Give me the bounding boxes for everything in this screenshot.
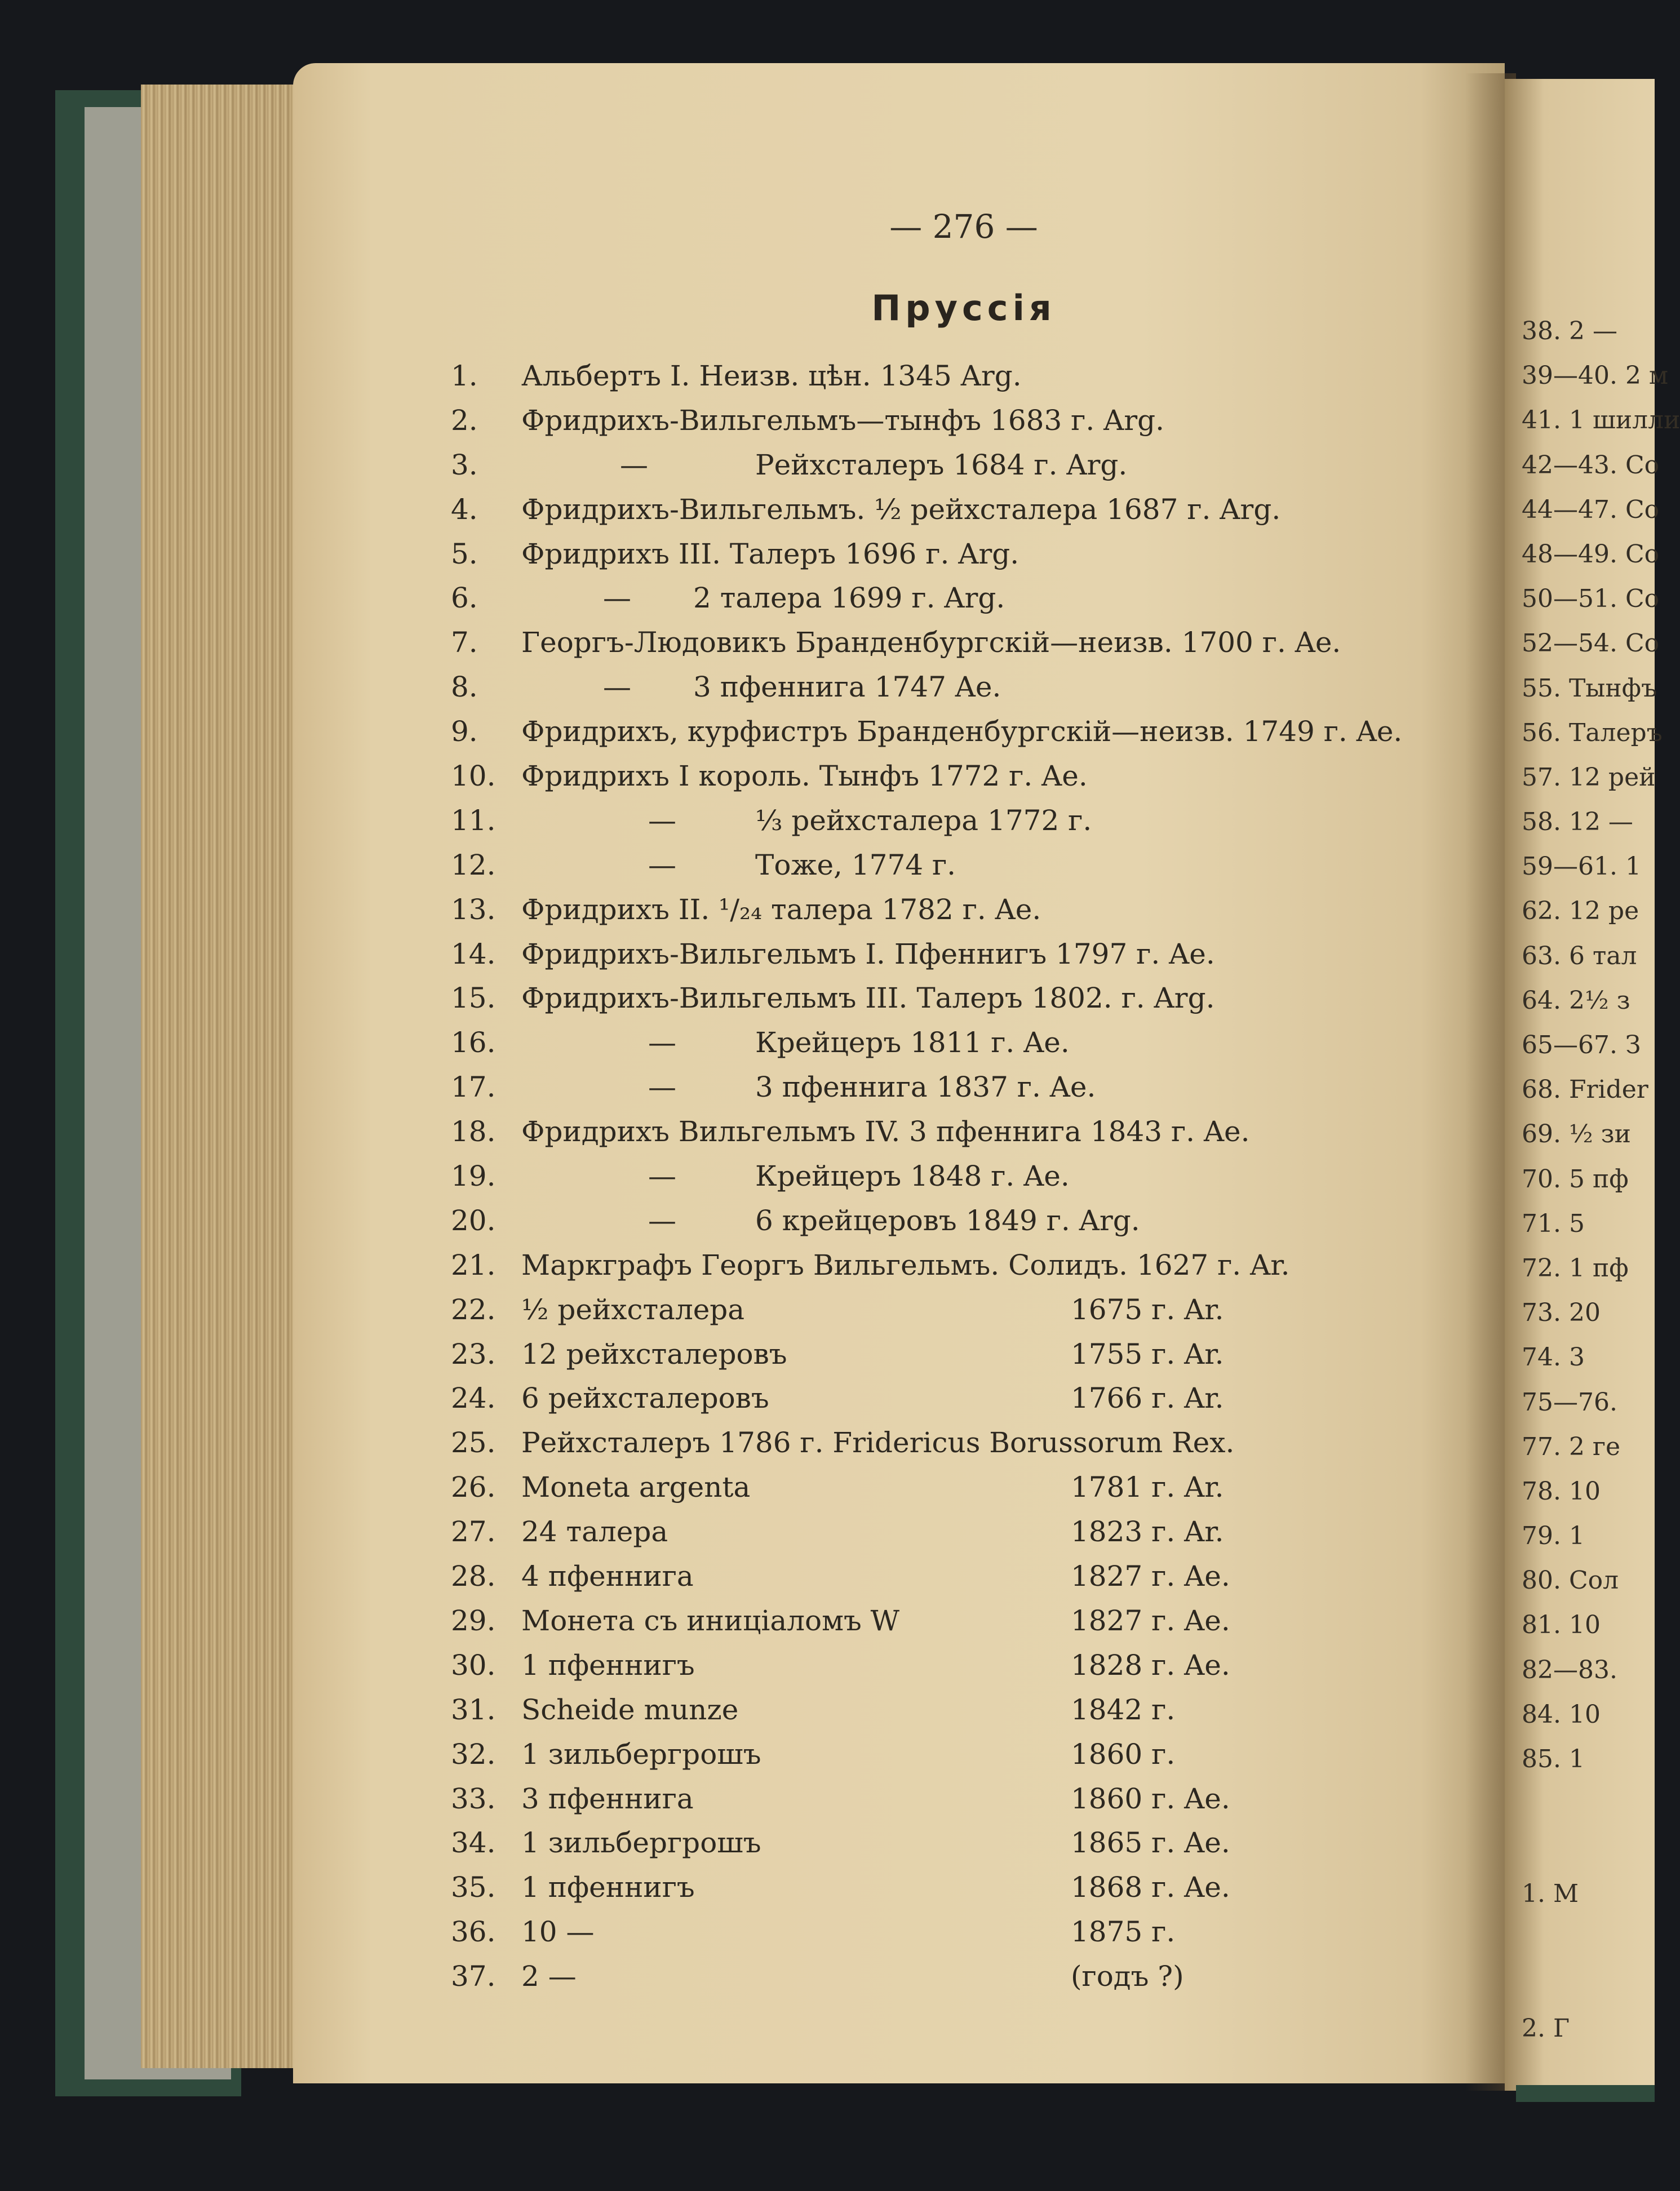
- entry-number: 37.: [451, 1960, 496, 1993]
- list-item: 82—83.: [1522, 1655, 1617, 1684]
- entry-text: 2 талера 1699 г. Arg.: [693, 582, 1005, 615]
- entry-number: 6.: [451, 582, 478, 615]
- list-item: 75—76.: [1522, 1387, 1617, 1417]
- list-item: [451, 976, 1420, 1021]
- entry-number: 36.: [451, 1915, 496, 1949]
- entry-year: 1675 г. Ar.: [1071, 1293, 1224, 1326]
- list-item: [451, 443, 1420, 487]
- entry-text: Фридрихъ I король. Тынфъ 1772 г. Ae.: [521, 760, 1088, 793]
- list-item: 64. 2½ з: [1522, 986, 1630, 1015]
- entry-number: 13.: [451, 893, 496, 926]
- list-item: [451, 1777, 1420, 1821]
- list-item: [451, 620, 1420, 665]
- entry-text: 3 пфеннига 1837 г. Ae.: [755, 1071, 1096, 1104]
- entry-text: Фридрихъ, курфистръ Бранденбургскій—неизв. 1749 г. Ae.: [521, 715, 1403, 748]
- ditto-dash: —: [648, 848, 676, 881]
- entry-number: 15.: [451, 982, 496, 1015]
- list-item: [451, 1154, 1420, 1199]
- entry-text: 6 крейцеровъ 1849 г. Arg.: [755, 1204, 1140, 1237]
- entry-text: Фридрихъ Вильгельмъ IV. 3 пфеннига 1843 г. Ae.: [521, 1115, 1250, 1148]
- list-item: [451, 576, 1420, 620]
- list-item: [451, 1554, 1420, 1599]
- entry-number: 14.: [451, 937, 496, 970]
- entry-text: 2 —: [521, 1960, 577, 1993]
- list-item: [451, 1421, 1420, 1465]
- entry-number: 29.: [451, 1604, 496, 1637]
- right-cover-edge: [1516, 2085, 1655, 2102]
- entry-text: 1 зильбергрошъ: [521, 1737, 761, 1771]
- list-item: [451, 1510, 1420, 1554]
- entry-number: 10.: [451, 760, 496, 793]
- list-item: [451, 888, 1420, 932]
- ditto-dash: —: [648, 1026, 676, 1059]
- list-item: 68. Frider: [1522, 1075, 1648, 1105]
- right-page-fragments: [1522, 309, 1680, 2051]
- list-item: 70. 5 пф: [1522, 1164, 1629, 1194]
- entry-year: 1842 г.: [1071, 1693, 1176, 1726]
- entry-text: Рейхсталеръ 1786 г. Fridericus Borussorum Rex.: [521, 1426, 1235, 1460]
- entry-text: Scheide munze: [521, 1693, 739, 1726]
- ditto-dash: —: [648, 1160, 676, 1193]
- entry-number: 18.: [451, 1115, 496, 1148]
- entry-text: 6 рейхсталеровъ: [521, 1382, 769, 1415]
- entry-text: Фридрихъ-Вильгельмъ III. Талеръ 1802. г. Arg.: [521, 982, 1215, 1015]
- entry-text: 3 пфеннига 1747 Ae.: [693, 671, 1001, 704]
- list-item: [451, 1288, 1420, 1332]
- entry-year: 1860 г. Ae.: [1071, 1782, 1230, 1815]
- entry-number: 32.: [451, 1737, 496, 1771]
- list-item: [451, 665, 1420, 709]
- ditto-dash: —: [648, 1071, 676, 1104]
- entry-year: 1766 г. Ar.: [1071, 1382, 1224, 1415]
- list-item: 42—43. Со: [1522, 450, 1660, 480]
- entry-text: Moneta argenta: [521, 1471, 751, 1504]
- entry-year: 1828 г. Ae.: [1071, 1648, 1230, 1682]
- entry-number: 19.: [451, 1160, 496, 1193]
- section-title: Пруссія: [871, 287, 1056, 329]
- entry-text: 12 рейхсталеровъ: [521, 1337, 787, 1371]
- entry-number: 11.: [451, 804, 496, 837]
- entry-text: Крейцеръ 1848 г. Ae.: [755, 1160, 1070, 1193]
- list-item: 78. 10: [1522, 1476, 1601, 1506]
- list-item: 63. 6 тал: [1522, 941, 1637, 970]
- list-item: [451, 1376, 1420, 1421]
- page-number: — 276 —: [889, 207, 1038, 246]
- list-item: [451, 354, 1420, 398]
- list-item: [451, 1688, 1420, 1732]
- entry-year: 1868 г. Ae.: [1071, 1871, 1230, 1904]
- list-item: [451, 1910, 1420, 1954]
- entry-number: 2.: [451, 403, 478, 437]
- entry-text: Маркграфъ Георгъ Вильгельмъ. Солидъ. 1627 г. Ar.: [521, 1248, 1290, 1281]
- list-item: [451, 532, 1420, 576]
- entry-year: 1823 г. Ar.: [1071, 1515, 1224, 1549]
- entry-number: 25.: [451, 1426, 496, 1460]
- coin-list: [451, 354, 1420, 1999]
- ditto-dash: —: [648, 1204, 676, 1237]
- list-item: [451, 799, 1420, 843]
- entry-number: 3.: [451, 448, 478, 481]
- entry-number: 17.: [451, 1071, 496, 1104]
- entry-text: Георгъ-Людовикъ Бранденбургскій—неизв. 1700 г. Ae.: [521, 626, 1341, 659]
- list-item: 55. Тынфъ: [1522, 673, 1657, 703]
- entry-year: 1827 г. Ae.: [1071, 1560, 1230, 1593]
- list-item: 58. 12 —: [1522, 808, 1633, 837]
- entry-number: 21.: [451, 1248, 496, 1281]
- spacer: [1522, 1781, 1655, 1871]
- entry-text: Крейцеръ 1811 г. Ae.: [755, 1026, 1070, 1059]
- entry-text: Рейхсталеръ 1684 г. Arg.: [755, 448, 1128, 481]
- entry-number: 9.: [451, 715, 478, 748]
- entry-text: Фридрихъ-Вильгельмъ I. Пфеннигъ 1797 г. Ae.: [521, 937, 1215, 970]
- page-edges: [141, 85, 310, 2068]
- list-item: [451, 1465, 1420, 1510]
- list-item: 85. 1: [1522, 1745, 1585, 1773]
- entry-number: 27.: [451, 1515, 496, 1549]
- entry-number: 12.: [451, 848, 496, 881]
- list-item: [451, 398, 1420, 443]
- list-item: 59—61. 1: [1522, 852, 1641, 881]
- entry-number: 22.: [451, 1293, 496, 1326]
- entry-text: ½ рейхсталера: [521, 1293, 745, 1326]
- list-item: 71. 5: [1522, 1209, 1585, 1238]
- entry-number: 1.: [451, 360, 478, 392]
- entry-number: 4.: [451, 493, 478, 526]
- list-item: 73. 20: [1522, 1298, 1601, 1328]
- list-item: [451, 1243, 1420, 1288]
- entry-number: 28.: [451, 1560, 496, 1593]
- list-item: 56. Талеръ: [1522, 718, 1663, 747]
- list-item: [451, 1643, 1420, 1688]
- spacer: [1522, 1916, 1655, 2006]
- list-item: 80. Сол: [1522, 1566, 1619, 1595]
- entry-number: 33.: [451, 1782, 496, 1815]
- entry-text: Фридрихъ-Вильгельмъ. ½ рейхсталера 1687 г. Arg.: [521, 493, 1281, 526]
- entry-number: 20.: [451, 1204, 496, 1237]
- list-item: 62. 12 ре: [1522, 897, 1639, 926]
- list-item: 72. 1 пф: [1522, 1253, 1629, 1283]
- list-item: 1. М: [1522, 1879, 1579, 1909]
- list-item: 65—67. З: [1522, 1031, 1641, 1059]
- list-item: 38. 2 —: [1522, 317, 1617, 345]
- entry-year: 1781 г. Ar.: [1071, 1471, 1224, 1504]
- list-item: [451, 1199, 1420, 1243]
- entry-number: 31.: [451, 1693, 496, 1726]
- list-item: 41. 1 шилли: [1522, 406, 1680, 435]
- entry-number: 34.: [451, 1826, 496, 1860]
- list-item: [451, 843, 1420, 888]
- entry-text: Тоже, 1774 г.: [755, 848, 956, 881]
- list-item: 48—49. Со: [1522, 539, 1660, 569]
- entry-text: 4 пфеннига: [521, 1560, 694, 1593]
- list-item: [451, 1065, 1420, 1110]
- list-item: 2. Г: [1522, 2014, 1570, 2043]
- list-item: 44—47. Со: [1522, 495, 1660, 524]
- entry-text: Альбертъ I. Неизв. цѣн. 1345 Arg.: [521, 360, 1022, 392]
- list-item: [451, 487, 1420, 532]
- list-item: [451, 709, 1420, 754]
- ditto-dash: —: [603, 671, 631, 704]
- list-item: [451, 1021, 1420, 1065]
- entry-year: (годъ ?): [1071, 1960, 1184, 1993]
- entry-year: 1755 г. Ar.: [1071, 1337, 1224, 1371]
- entry-text: Монета съ иниціаломъ W: [521, 1604, 900, 1637]
- list-item: [451, 1821, 1420, 1865]
- ditto-dash: —: [620, 448, 648, 481]
- entry-year: 1827 г. Ae.: [1071, 1604, 1230, 1637]
- ditto-dash: —: [603, 582, 631, 615]
- entry-text: Фридрихъ II. ¹/₂₄ талера 1782 г. Ae.: [521, 893, 1041, 926]
- entry-number: 7.: [451, 626, 478, 659]
- list-item: 79. 1: [1522, 1522, 1585, 1551]
- list-item: [451, 1110, 1420, 1154]
- ditto-dash: —: [648, 804, 676, 837]
- entry-text: ⅓ рейхсталера 1772 г.: [755, 804, 1092, 837]
- entry-number: 35.: [451, 1871, 496, 1904]
- entry-text: 24 талера: [521, 1515, 668, 1549]
- list-item: 50—51. Со: [1522, 584, 1660, 614]
- list-item: [451, 1599, 1420, 1643]
- list-item: 77. 2 ге: [1522, 1432, 1621, 1461]
- entry-text: Фридрихъ III. Талеръ 1696 г. Arg.: [521, 537, 1019, 570]
- entry-text: 1 пфеннигъ: [521, 1871, 695, 1904]
- entry-number: 16.: [451, 1026, 496, 1059]
- entry-text: 10 —: [521, 1915, 595, 1949]
- list-item: [451, 1732, 1420, 1777]
- entry-text: Фридрихъ-Вильгельмъ—тынфъ 1683 г. Arg.: [521, 403, 1165, 437]
- list-item: 84. 10: [1522, 1700, 1601, 1729]
- entry-text: 1 пфеннигъ: [521, 1648, 695, 1682]
- entry-number: 30.: [451, 1648, 496, 1682]
- list-item: 69. ½ зи: [1522, 1120, 1631, 1149]
- list-item: [451, 1332, 1420, 1377]
- entry-year: 1875 г.: [1071, 1915, 1176, 1949]
- entry-number: 23.: [451, 1337, 496, 1371]
- entry-number: 24.: [451, 1382, 496, 1415]
- list-item: 52—54. Со: [1522, 629, 1660, 658]
- list-item: 39—40. 2 м: [1522, 361, 1669, 391]
- entry-text: 3 пфеннига: [521, 1782, 694, 1815]
- entry-text: 1 зильбергрошъ: [521, 1826, 761, 1860]
- list-item: [451, 1954, 1420, 1999]
- entry-year: 1860 г.: [1071, 1737, 1176, 1771]
- list-item: [451, 754, 1420, 799]
- list-item: 57. 12 рей: [1522, 762, 1656, 792]
- entry-number: 5.: [451, 537, 478, 570]
- list-item: [451, 932, 1420, 977]
- entry-number: 26.: [451, 1471, 496, 1504]
- entry-number: 8.: [451, 671, 478, 704]
- list-item: [451, 1865, 1420, 1910]
- entry-year: 1865 г. Ae.: [1071, 1826, 1230, 1860]
- list-item: 81. 10: [1522, 1611, 1601, 1640]
- list-item: 74. 3: [1522, 1343, 1585, 1372]
